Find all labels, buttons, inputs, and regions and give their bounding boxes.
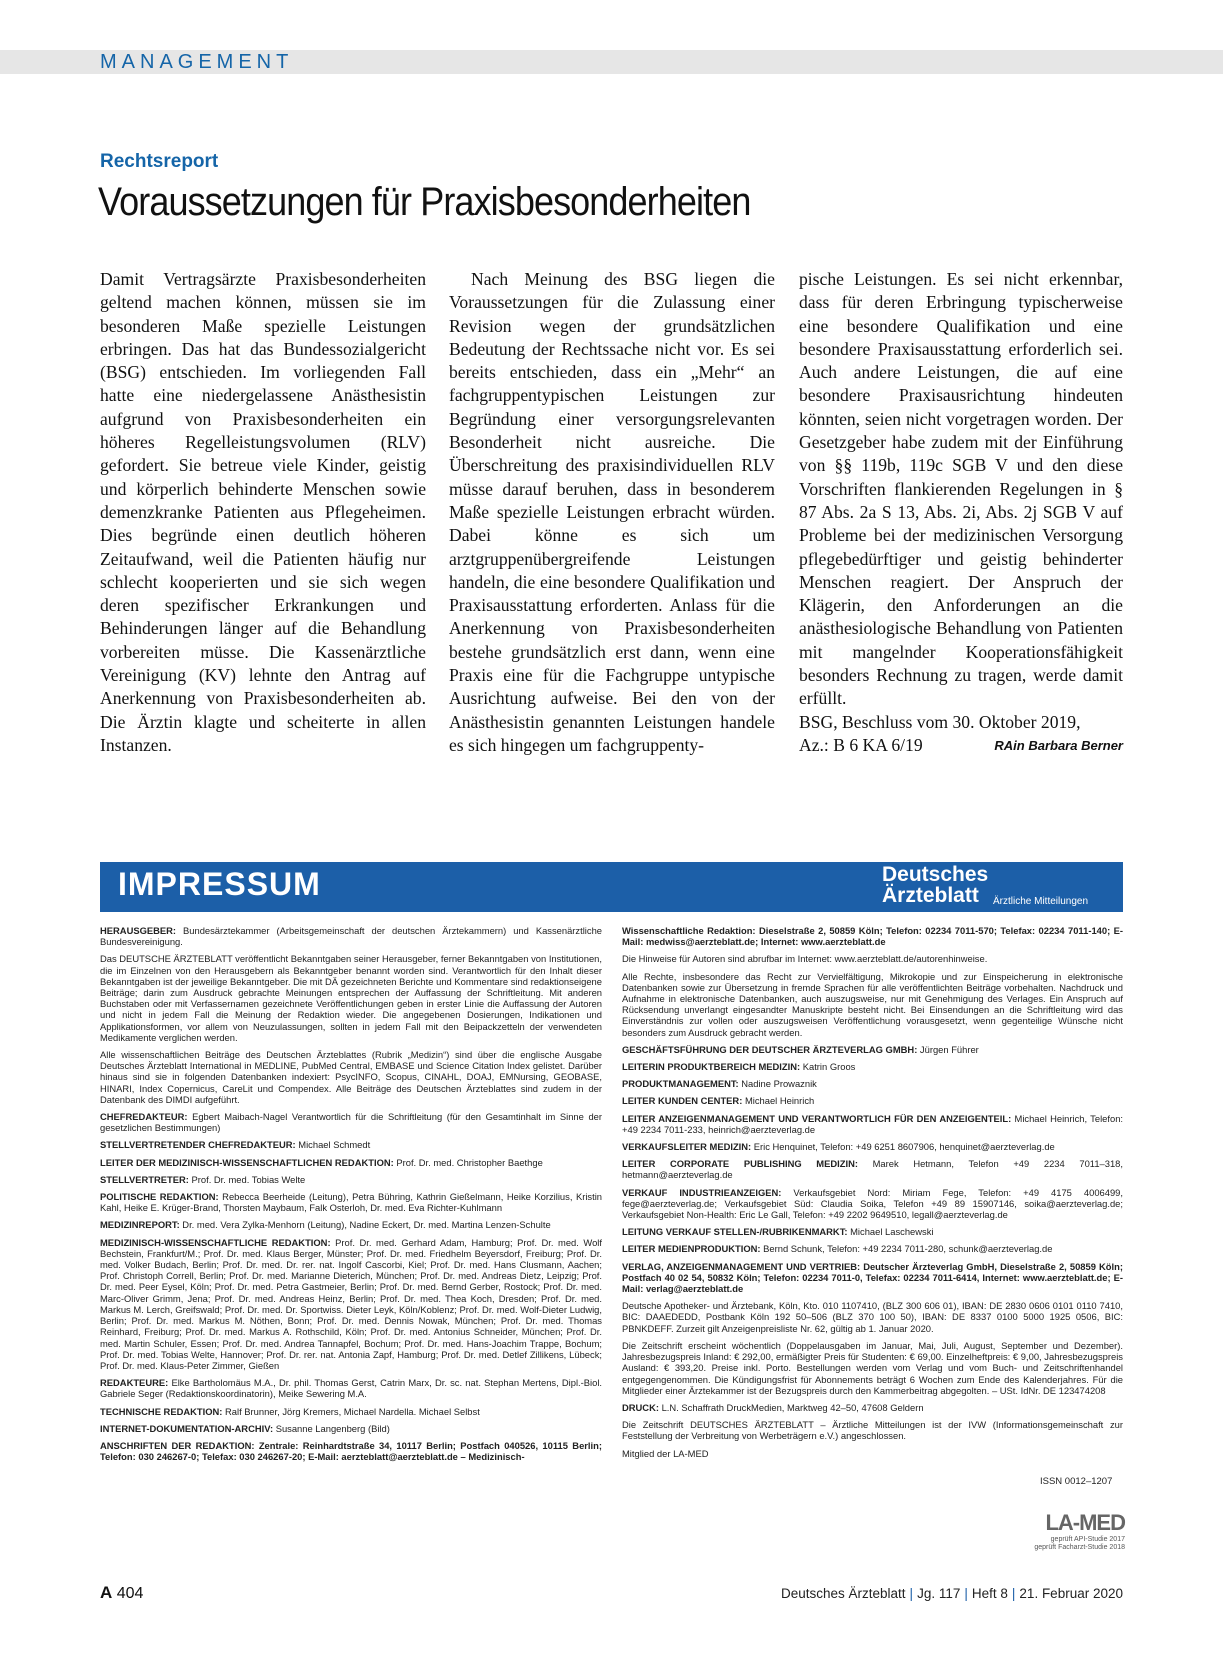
impressum-label: LEITERIN PRODUKTBEREICH MEDIZIN: [622,1061,801,1073]
impressum-entry [100,1440,602,1462]
citation-reference: Az.: B 6 KA 6/19 [799,734,923,755]
impressum-label: PRODUKTMANAGEMENT: [622,1078,739,1090]
impressum-label: GESCHÄFTSFÜHRUNG DER DEUTSCHER ÄRZTEVERLAG GMBH: [622,1043,918,1055]
logo-subtitle: Ärztliche Mitteilungen [993,896,1089,907]
impressum-entry [622,1226,1123,1237]
impressum-label: MEDIZINREPORT: [100,1219,180,1231]
impressum-entry [100,1111,602,1133]
impressum-text: Susanne Langenberg (Bild) [275,1422,390,1434]
impressum-label: INTERNET-DOKUMENTATION-ARCHIV: [100,1422,274,1434]
impressum-entry [622,925,1123,947]
impressum-text: Verkaufsgebiet Nord: Miriam Fege, Telefon: +49 4175 4006499, fege@aerzteverlag.de; Verkaufsgebiet Süd: Claudia Soika, Telefon +49 89 15907146, soika@aerzteverlag.de; Verkaufsgebiet Non-Health: Eric Le Gall, Telefon: +49 2202 9649510, legall@aerzteverlag.de [622,1186,1123,1221]
impressum-label: LEITER DER MEDIZINISCH-WISSENSCHAFTLICHEN REDAKTION: [100,1156,394,1168]
impressum-label: HERAUSGEBER: [100,925,177,936]
impressum-text: Prof. Dr. med. Gerhard Adam, Hamburg; Prof. Dr. med. Wolf Bechstein, Frankfurt/M.; Prof. Dr. med. Klaus Berger, Münster; Prof. Dr. med. Friedhelm Beyersdorf, Freiburg; Prof. Dr. med. Volker Budach, Berlin; Prof. Dr. med. Dr. rer. nat. Ingolf Cascorbi, Kiel; Prof. Dr. med. Hans Clusmann, Aachen; Prof. Christoph Correll, Berlin; Prof. Dr. med. Marianne Dieterich, München; Prof. Dr. med. Andreas Dietz, Leipzig; Prof. Dr. med. Peer Eysel, Köln; Prof. Dr. med. Petra Gastmeier, Berlin; Prof. Dr. med. Bernd Gerber, Rostock; Prof. Dr. med. Marc-Oliver Grimm, Jena; Prof. Dr. med. Andreas Heinz, Berlin; Prof. Dr. med. Thea Koch, Dresden; Prof. Dr. med. Markus M. Lerch, Greifswald; Prof. Dr. med. Dr. Sportwiss. Dieter Leyk, Köln/Koblenz; Prof. Dr. med. Wolf-Dieter Ludwig, Berlin; Prof. Dr. med. Markus M. Nöthen, Bonn; Prof. Dr. med. Dennis Nowak, München; Prof. Dr. med. Thomas Reinhard, Freiburg; Prof. Dr. med. Markus A. Rothschild, Köln; Prof. Dr. med. Antonius Schneider, München; Prof. Dr. med. Martin Schuler, Essen; Prof. Dr. med. Andrea Tannapfel, Bochum; Prof. Dr. med. Hans-Joachim Trappe, Bochum; Prof. Dr. med. Tobias Welte, Hannover; Prof. Dr. rer. nat. Antonia Zapf, Hamburg; Prof. Dr. med. Detlef Zillikens, Lübeck; Prof. Dr. med. Klaus-Peter Zimmer, Gießen [100,1236,602,1371]
impressum-text: L.N. Schaffrath DruckMedien, Marktweg 42–50, 47608 Geldern [661,1401,924,1413]
impressum-entry [622,1044,1123,1055]
impressum-entry [622,971,1123,1038]
impressum-entry [100,1174,602,1185]
impressum-label: POLITISCHE REDAKTION: [100,1191,219,1203]
impressum-label: CHEFREDAKTEUR: [100,1111,188,1123]
article-headline: Voraussetzungen für Praxisbesonderheiten [98,180,751,224]
impressum-text: Michael Laschewski [850,1226,934,1238]
impressum-right-column [622,925,1123,1465]
impressum-text: Deutsche Apotheker- und Ärztebank, Köln, Kto. 010 1107410, (BLZ 300 606 01), IBAN: DE 2830 0606 0101 0110 7410, BIC: DAAEDEDD, Postbank Köln 192 50–506 (BLZ 370 100 50), IBAN: DE 8337 0100 5000 1925 0506, BIC: PBNKDEFF. Zurzeit gilt Anzeigenpreisliste Nr. 62, gültig ab 1. Januar 2020. [622,1300,1123,1334]
impressum-text: Eric Henquinet, Telefon: +49 6251 8607906, henquinet@aerzteverlag.de [753,1141,1055,1153]
impressum-label: LEITER KUNDEN CENTER: [622,1095,743,1107]
impressum-label: DRUCK: [622,1401,659,1413]
impressum-entry [622,1095,1123,1106]
impressum-text: Ralf Brunner, Jörg Kremers, Michael Nardella. Michael Selbst [225,1405,480,1417]
impressum-entry [622,953,1123,964]
article-author: RAin Barbara Berner [994,737,1123,753]
impressum-text: Bernd Schunk, Telefon: +49 2234 7011-280, schunk@aerzteverlag.de [763,1243,1053,1255]
impressum-label: STELLVERTRETENDER CHEFREDAKTEUR: [100,1139,296,1151]
section-label: MANAGEMENT [100,51,294,73]
impressum-text: Die Zeitschrift erscheint wöchentlich (Doppelausgaben im Januar, Mai, Juli, August, September und Dezember). Jahresbezugspreis Inland: € 292,00, ermäßigter Preis für Studenten: € 69,00. Einzelheftpreis: € 9,00, Jahresbezugspreis Ausland: € 393,20. Preise inkl. Porto. Bestellungen werden vom Verlag und vom Buch- und Zeitschriftenhandel entgegengenommen. Die Kündigungsfrist für Abonnements beträgt 6 Wochen zum Ende des Kalenderjahres. Für die Mitglieder einer Ärztekammer ist der Bezugspreis durch den Kammerbeitrag abgegolten. – USt. IdNr. DE 123474208 [622,1339,1123,1396]
footer-date: 21. Februar 2020 [1019,1586,1123,1601]
impressum-text: Prof. Dr. med. Christopher Baethge [396,1156,543,1168]
impressum-text: Marek Hetmann, Telefon +49 2234 7011–318, hetmann@aerzteverlag.de [622,1158,1124,1181]
impressum-entry [100,1423,602,1434]
impressum-entry [100,1049,602,1105]
impressum-text: Jürgen Führer [919,1043,979,1055]
page-prefix: A [100,1583,113,1602]
footer-issue: Heft 8 [971,1586,1008,1601]
impressum-label: LEITER CORPORATE PUBLISHING MEDIZIN: [622,1158,858,1170]
impressum-entry [622,1243,1123,1254]
impressum-text: Bundesärztekammer (Arbeitsgemeinschaft der deutschen Ärztekammern) und Kassenärztliche Bundesvereinigung. [100,925,602,948]
impressum-text: Alle wissenschaftlichen Beiträge des Deutschen Ärzteblattes (Rubrik „Medizin“) sind über die englische Ausgabe Deutsches Ärzteblatt International in MEDLINE, PubMed Central, EMBASE und Science Citation Index gelistet. Darüber hinaus sind sie in folgenden Datenbanken indexiert: PsycINFO, Scopus, CINAHL, DOAJ, EMNursing, GEOBASE, HINARI, Index Copernicus, CareLit und Compendex. Alle Beiträge des Deutschen Ärzteblattes sind zudem in der Datenbank des DIMDI aufgeführt. [100,1049,602,1105]
impressum-label: Wissenschaftliche Redaktion: Dieselstraße 2, 50859 Köln; Telefon: 02234 7011-570; Telefax: 02234 7011-140; E-Mail: medwiss@aerzteblatt.de; Internet: www.aerzteblatt.de [622,925,1123,948]
impressum-entry [622,1061,1123,1072]
lamed-line: geprüft API-Studie 2017 [1050,1536,1125,1543]
impressum-label: VERLAG, ANZEIGENMANAGEMENT UND VERTRIEB: Deutscher Ärzteverlag GmbH, Dieselstraße 2, 50859 Köln; Postfach 40 02 54, 50832 Köln; Telefon: 02234 7011-0, Telefax: 02234 7011-6414, Internet: www.aerzteblatt.de; E-Mail: verlag@aerzteblatt.de [622,1260,1123,1295]
impressum-text: Katrin Groos [802,1061,856,1073]
impressum-title: IMPRESSUM [118,866,321,902]
lamed-logo: LA-MED [1045,1510,1125,1535]
impressum-entry [622,1158,1123,1180]
impressum-entry [100,1139,602,1150]
impressum-text: Mitglied der LA-MED [622,1447,709,1459]
logo-line-1: Deutsches [882,863,989,886]
impressum-text: Elke Bartholomäus M.A., Dr. phil. Thomas Gerst, Catrin Marx, Dr. sc. nat. Stephan Mertens, Dipl.-Biol. Gabriele Seger (Redaktionskoordinatorin), Meike Sewering M.A. [100,1377,603,1400]
impressum-entry [622,1419,1123,1441]
lamed-line: geprüft Facharzt-Studie 2018 [1034,1544,1125,1551]
impressum-entry [622,1261,1123,1295]
impressum-text: Michael Schmedt [298,1139,371,1151]
impressum-label: LEITUNG VERKAUF STELLEN-/RUBRIKENMARKT: [622,1226,848,1238]
footer-journal: Deutsches Ärzteblatt [780,1586,906,1601]
impressum-text: Nadine Prowaznik [741,1078,817,1090]
impressum-entry [100,1157,602,1168]
logo-line-2: Ärzteblatt [882,884,979,907]
impressum-label: LEITER ANZEIGENMANAGEMENT UND VERANTWORTLICH FÜR DEN ANZEIGENTEIL: [622,1112,1012,1124]
article-paragraph: Nach Meinung des BSG liegen die Voraussetzungen für die Zulassung einer Revision wegen der grundsätzlichen Bedeutung der Rechtssache nicht vor. Es sei bereits entschieden, dass ein „Mehr“ an fachgruppentypischen Leistungen zur Begründung einer versorgungsrelevanten Besonderheit nicht ausreiche. Die Überschreitung des praxisindividuellen RLV müsse darauf beruhen, dass in besonderem Maße spezielle Leistungen erbracht würden. Dabei könne es sich um arztgruppenübergreifende Leistungen handeln, die eine besondere Qualifikation und Praxisausstattung erforderten. Anlass für die Anerkennung von Praxisbesonderheiten bestehe grundsätzlich erst dann, wenn eine Praxis eine für die Fachgruppe untypische Ausrichtung aufweise. Bei den von der Anästhesistin genannten Leistungen handele es sich hingegen um fachgruppenty- [449,269,775,755]
impressum-text: Michael Heinrich, Telefon: +49 2234 7011-233, heinrich@aerzteverlag.de [622,1112,1124,1135]
article-column-1 [100,268,426,757]
impressum-entry [622,1113,1123,1135]
article-column-2 [449,268,775,757]
impressum-label: VERKAUF INDUSTRIEANZEIGEN: [622,1186,782,1198]
journal-logo [882,864,988,906]
impressum-entry [100,925,602,947]
impressum-text: Prof. Dr. med. Tobias Welte [191,1173,306,1185]
impressum-text: Egbert Maibach-Nagel Verantwortlich für die Schriftleitung (für den Gesamtinhalt im Sinne der gesetzlichen Bestimmungen) [100,1111,602,1134]
impressum-entry [622,1402,1123,1413]
article-column-3 [799,268,1123,757]
impressum-text: Die Zeitschrift DEUTSCHES ÄRZTEBLATT – Ärztliche Mitteilungen ist der IVW (Informationsgemeinschaft zur Feststellung der Verbreitung von Werbeträgern e.V.) angeschlossen. [622,1419,1123,1442]
citation-line: BSG, Beschluss vom 30. Oktober 2019, [799,711,1081,732]
impressum-text: Das DEUTSCHE ÄRZTEBLATT veröffentlicht Bekanntgaben seiner Herausgeber, ferner Bekanntgaben von Institutionen, die im Einzelnen von den Herausgebern als Bekanntgeber benannt worden sind. Verantwortlich für den Inhalt dieser Bekanntgaben ist der jeweilige Bekanntgeber. Die mit DÄ gezeichneten Berichte und Kommentare sind redaktionseigene Beiträge; darin zum Ausdruck gebrachte Meinungen entsprechen der Auffassung der Schriftleitung. Mit anderen Buchstaben oder mit Verfassernamen gezeichnete Veröffentlichungen geben in erster Linie die Auffassung der Autoren und nicht in jedem Fall die Meinung der Redaktion wieder. Die angegebenen Dosierungen, Indikationen und Applikationsformen, vor allem von Neuzulassungen, sollten in jedem Fall mit den Beipackzetteln der verwendeten Medikamente verglichen werden. [100,953,602,1043]
page-number [100,1583,143,1603]
impressum-label: VERKAUFSLEITER MEDIZIN: [622,1141,752,1153]
impressum-text: Die Hinweise für Autoren sind abrufbar im Internet: www.aerzteblatt.de/autorenhinweise. [622,953,988,965]
page-number-value: 404 [116,1585,144,1602]
impressum-entry [622,1141,1123,1152]
impressum-text: Michael Heinrich [744,1095,815,1107]
impressum-entry [622,1448,1123,1459]
impressum-label: LEITER MEDIENPRODUKTION: [622,1243,761,1255]
citation-signature-line [799,734,1123,757]
impressum-label: ANSCHRIFTEN DER REDAKTION: Zentrale: Reinhardtstraße 34, 10117 Berlin; Postfach 040526, 10115 Berlin; Telefon: 030 246267-0; Telefax: 030 246267-20; E-Mail: aerzteblatt@aerzteblatt.de – Medizinisch- [100,1439,602,1463]
impressum-entry [100,953,602,1043]
impressum-label: MEDIZINISCH-WISSENSCHAFTLICHE REDAKTION: [100,1236,331,1248]
impressum-entry [100,1191,602,1213]
impressum-text: Dr. med. Vera Zylka-Menhorn (Leitung), Nadine Eckert, Dr. med. Martina Lenzen-Schulte [182,1219,551,1231]
impressum-entry [622,1340,1123,1396]
issn: ISSN 0012–1207 [1040,1476,1113,1487]
impressum-entry [100,1406,602,1417]
impressum-entry [622,1078,1123,1089]
impressum-text: Alle Rechte, insbesondere das Recht zur Vervielfältigung, Mikrokopie und zur Einspeicherung in elektronische Datenbanken sowie zur Übersetzung in fremde Sprachen für alle veröffentlichten Beiträge vorbehalten. Nachdruck und Aufnahme in elektronische Datenbanken, auch auszugsweise, nur mit Genehmigung des Verlages. Ein Anspruch auf Rücksendung unverlangt eingesandter Manuskripte besteht nicht. Bei Einsendungen an die Schriftleitung wird das Einverständnis zur vollen oder auszugsweisen Veröffentlichung vorausgesetzt, wenn gegenteilige Wünsche nicht besonders zum Ausdruck gebracht werden. [622,970,1123,1038]
impressum-entry [622,1300,1123,1334]
impressum-entry [622,1187,1123,1221]
footer-journal-info: Deutsches Ärzteblatt | Jg. 117 | Heft 8 | 21. Februar 2020 [780,1586,1123,1601]
article-paragraph: pische Leistungen. Es sei nicht erkennbar, dass für deren Erbringung typischerweise eine besondere Qualifikation und eine besondere Praxisausstattung erforderlich sei. Auch andere Leistungen, die auf eine besondere Praxisausrichtung hindeuten könnten, seien nicht vorgetragen worden. Der Gesetzgeber habe zudem mit der Einführung von §§ 119b, 119c SGB V und den diese Vorschriften flankierenden Regelungen in § 87 Abs. 2a S 13, Abs. 2i, Abs. 2j SGB V auf Probleme bei der medizinischen Versorgung pflegebedürftiger und geistig behinderter Menschen reagiert. Der Anspruch der Klägerin, den Anforderungen an die anästhesiologische Behandlung von Patienten mit mangelnder Kooperationsfähigkeit besonders Rechnung zu tragen, werde damit erfüllt. [799,269,1123,709]
impressum-entry [100,1377,602,1399]
impressum-entry [100,1237,602,1371]
footer-volume: Jg. 117 [917,1586,961,1601]
impressum-entry [100,1219,602,1230]
impressum-label: TECHNISCHE REDAKTION: [100,1405,223,1417]
impressum-label: STELLVERTRETER: [100,1173,189,1185]
impressum-label: REDAKTEURE: [100,1377,169,1389]
article-kicker: Rechtsreport [100,151,219,172]
impressum-left-column [100,925,602,1468]
impressum-text: Rebecca Beerheide (Leitung), Petra Bühring, Kathrin Gießelmann, Heike Korzilius, Kristin Kahl, Heike E. Krüger-Brand, Thorsten Maybaum, Falk Osterloh, Dr. med. Eva Richter-Kuhlmann [100,1191,602,1214]
article-paragraph: Damit Vertragsärzte Praxisbesonderheiten geltend machen können, müssen sie im besonderen Maße spezielle Leistungen erbringen. Das hat das Bundessozialgericht (BSG) entschieden. Im vorliegenden Fall hatte eine niedergelassene Anästhesistin aufgrund von Praxisbesonderheiten ein höheres Regelleistungsvolumen (RLV) gefordert. Sie betreue viele Kinder, geistig und körperlich behinderte Menschen sowie demenzkranke Patienten aus Pflegeheimen. Dies begründe einen deutlich höheren Zeitaufwand, weil die Patienten häufig nur schlecht kooperierten und sie sich wegen deren spezifischer Erkrankungen und Behinderungen länger auf die Behandlung vorbereiten müsse. Die Kassenärztliche Vereinigung (KV) lehnte den Antrag auf Anerkennung von Praxisbesonderheiten ab. Die Ärztin klagte und scheiterte in allen Instanzen. [100,269,426,755]
lamed-seal [1025,1510,1125,1552]
